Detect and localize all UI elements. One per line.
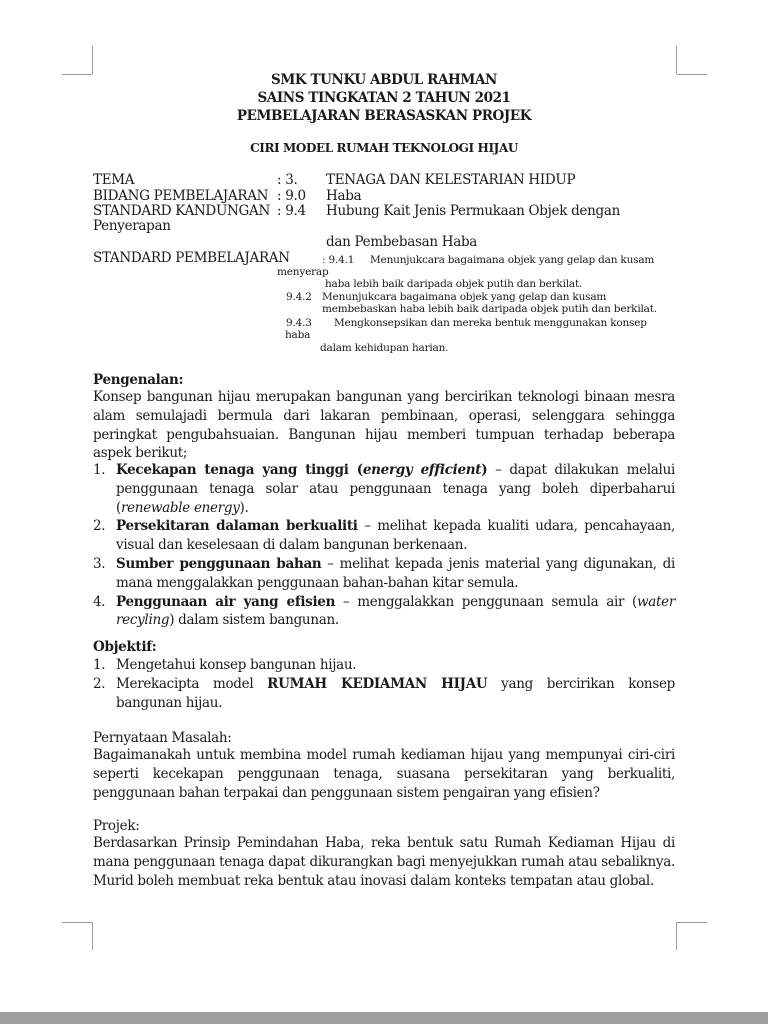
bidang-value: Haba	[326, 188, 362, 204]
list-item	[93, 675, 675, 713]
aspect-term: energy efficient	[362, 462, 482, 478]
crop-mark-bottom-left-v	[92, 922, 93, 950]
sp-text-2a: Menunjukcara bagaimana objek yang gelap dan kusam	[322, 291, 607, 303]
aspect-text: – menggalakkan penggunaan semula air (	[335, 593, 638, 610]
tema-label: TEMA	[93, 172, 135, 188]
aspect-text-end: ) dalam sistem bangunan.	[169, 612, 339, 629]
list-number: 1.	[93, 657, 106, 673]
aspect-title: Kecekapan tenaga yang tinggi (	[116, 462, 363, 478]
masalah-text: Bagaimanakah untuk membina model rumah kediaman hijau yang mempunyai ciri-ciri seperti kecekapan penggunaan tenaga, suasana persekitaran yang berkualiti, penggunaan bahan terpakai dan penggunaan sistem pengairan yang efisien?	[93, 747, 675, 801]
sp-text-1b: haba lebih baik daripada objek putih dan berkilat.	[325, 278, 583, 290]
crop-mark-top-right-v	[676, 46, 677, 74]
sp-text-2b: membebaskan haba lebih baik daripada objek putih dan berkilat.	[322, 303, 657, 315]
sk-value-2: dan Pembebasan Haba	[326, 234, 478, 250]
crop-mark-bottom-right-v	[676, 922, 677, 950]
list-item	[93, 593, 675, 631]
aspect-term: water recyling	[116, 593, 675, 629]
list-number: 3.	[93, 555, 106, 572]
sp-code-3: 9.4.3	[286, 317, 312, 329]
list-number: 2.	[93, 518, 106, 535]
sk-value-1: Hubung Kait Jenis Permukaan Objek dengan	[326, 203, 620, 219]
list-item	[93, 461, 675, 517]
sp-text-3b: dalam kehidupan harian.	[320, 342, 449, 354]
bidang-code: : 9.0	[277, 188, 306, 204]
sp-wrap-3: haba	[285, 329, 311, 341]
list-item	[93, 555, 675, 593]
crop-mark-bottom-left-h	[62, 922, 92, 923]
page-bottom-bar	[0, 1012, 768, 1024]
objective-text: Merekacipta model	[116, 675, 268, 692]
tema-code: : 3.	[277, 172, 298, 188]
tema-value: TENAGA DAN KELESTARIAN HIDUP	[326, 172, 576, 188]
aspect-term-2: renewable energy	[120, 499, 240, 516]
crop-mark-bottom-right-h	[677, 922, 707, 923]
objective-text-end: yang bercirikan konsep bangunan hijau.	[116, 675, 675, 711]
list-number: 4.	[93, 593, 106, 610]
list-item	[93, 656, 675, 675]
list-item	[93, 517, 675, 555]
sp-code-2: 9.4.2	[286, 291, 312, 303]
class-year: SAINS TINGKATAN 2 TAHUN 2021	[257, 90, 511, 106]
sp-text-3a: Mengkonsepsikan dan mereka bentuk menggunakan konsep	[334, 317, 647, 329]
program-title: PEMBELAJARAN BERASASKAN PROJEK	[236, 108, 532, 124]
projek-text: Berdasarkan Prinsip Pemindahan Haba, reka bentuk satu Rumah Kediaman Hijau di mana penggunaan tenaga dapat dikurangkan bagi menyejukkan rumah atau sebaliknya. Murid boleh membuat reka bentuk atau inovasi dalam konteks tempatan atau global.	[93, 835, 675, 889]
sp-label: STANDARD PEMBELAJARAN	[93, 250, 290, 266]
objective-model-name: RUMAH KEDIAMAN HIJAU	[267, 675, 488, 692]
aspect-text: – dapat dilakukan melalui penggunaan tenaga solar atau penggunaan tenaga yang boleh diperbaharui (	[116, 462, 675, 516]
sk-wrap: Penyerapan	[93, 218, 171, 234]
list-number: 2.	[93, 675, 106, 692]
aspect-title-end: )	[481, 462, 488, 478]
sk-code: : 9.4	[277, 203, 306, 219]
aspect-title: Persekitaran dalaman berkualiti	[116, 518, 358, 535]
document-subtitle: CIRI MODEL RUMAH TEKNOLOGI HIJAU	[250, 141, 518, 155]
pengenalan-heading: Pengenalan:	[93, 372, 184, 388]
aspect-text: – melihat kepada kualiti udara, pencahayaan, visual dan keselesaan di dalam bangunan berkenaan.	[116, 518, 676, 554]
list-number: 1.	[93, 462, 106, 478]
sp-wrap-1: menyerap	[277, 266, 329, 278]
bidang-label: BIDANG PEMBELAJARAN	[93, 188, 269, 204]
sp-text-1a: Menunjukcara bagaimana objek yang gelap dan kusam	[370, 254, 655, 266]
masalah-heading: Pernyataan Masalah:	[93, 730, 232, 746]
aspect-title: Sumber penggunaan bahan	[116, 555, 322, 572]
pengenalan-intro: Konsep bangunan hijau merupakan bangunan yang bercirikan teknologi binaan mesra alam semulajadi bermula dari lakaran pembinaan, operasi, selenggara sehingga peringkat pengubahsuaian. Bangunan hijau memberi tumpuan terhadap beberapa aspek berikut;	[93, 389, 675, 462]
aspect-text-end: ).	[239, 499, 249, 516]
crop-mark-top-left-v	[92, 46, 93, 74]
projek-heading: Projek:	[93, 818, 140, 834]
aspect-list	[93, 461, 675, 630]
aspect-title: Penggunaan air yang efisien	[116, 593, 336, 610]
aspect-text: – melihat kepada jenis material yang digunakan, di mana menggalakkan penggunaan bahan-bahan kitar semula.	[116, 555, 676, 591]
sp-code-1: : 9.4.1	[322, 254, 355, 266]
objektif-heading: Objektif:	[93, 639, 157, 655]
school-name: SMK TUNKU ABDUL RAHMAN	[271, 72, 497, 88]
objective-list	[93, 656, 675, 712]
sk-label: STANDARD KANDUNGAN	[93, 203, 270, 219]
objective-text: Mengetahui konsep bangunan hijau.	[116, 657, 357, 673]
